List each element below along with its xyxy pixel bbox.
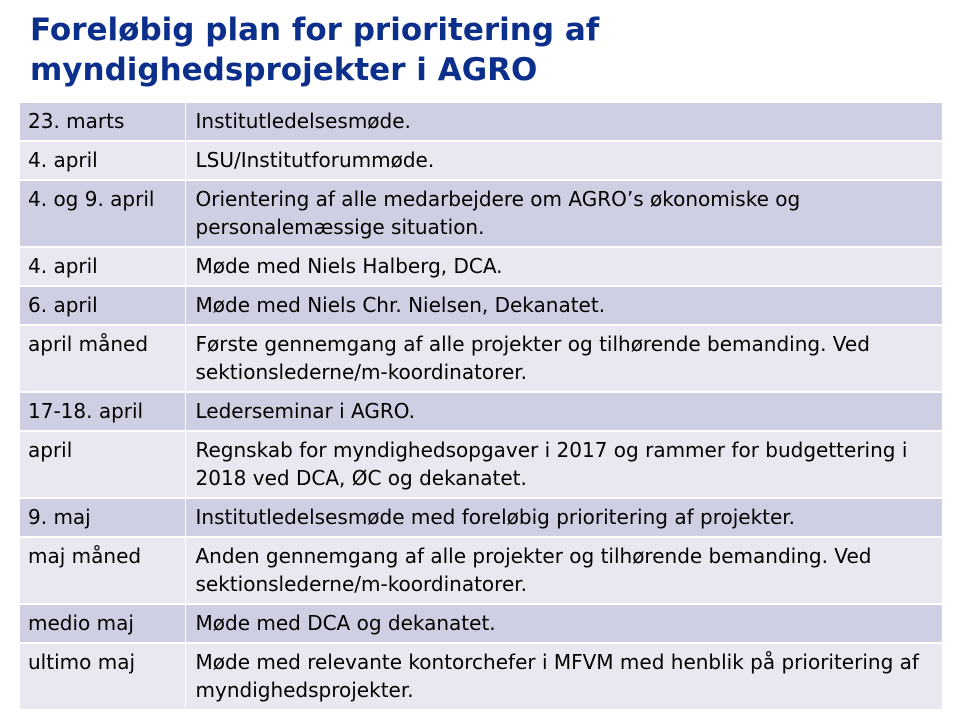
- event-cell: Første gennemgang af alle projekter og tilhørende bemanding. Ved sektionslederne/m-koordinatorer.: [185, 325, 942, 392]
- event-cell: Møde med relevante kontorchefer i MFVM med henblik på prioritering af myndighedsprojekter.: [185, 643, 942, 710]
- date-cell: 4. april: [20, 247, 185, 286]
- event-cell: Møde med Niels Halberg, DCA.: [185, 247, 942, 286]
- event-cell: Institutledelsesmøde med foreløbig prioritering af projekter.: [185, 498, 942, 537]
- event-cell: Møde med Niels Chr. Nielsen, Dekanatet.: [185, 286, 942, 325]
- event-cell: Institutledelsesmøde.: [185, 103, 942, 141]
- table-row: [20, 325, 942, 392]
- schedule-table: [20, 103, 942, 711]
- slide-title: [30, 10, 930, 90]
- table-row: [20, 286, 942, 325]
- event-cell: Anden gennemgang af alle projekter og tilhørende bemanding. Ved sektionslederne/m-koordinatorer.: [185, 537, 942, 604]
- date-cell: medio maj: [20, 604, 185, 643]
- slide-title-line-2: myndighedsprojekter i AGRO: [30, 52, 538, 88]
- date-cell: april: [20, 431, 185, 498]
- table-row: [20, 247, 942, 286]
- table-row: [20, 643, 942, 710]
- table-row: [20, 498, 942, 537]
- table-row: [20, 604, 942, 643]
- date-cell: ultimo maj: [20, 643, 185, 710]
- event-cell: LSU/Institutforummøde.: [185, 141, 942, 180]
- date-cell: 23. marts: [20, 103, 185, 141]
- date-cell: 9. maj: [20, 498, 185, 537]
- slide-title-line-1: Foreløbig plan for prioritering af: [30, 12, 600, 48]
- table-row: [20, 180, 942, 247]
- date-cell: april måned: [20, 325, 185, 392]
- table-row: [20, 103, 942, 141]
- event-cell: Regnskab for myndighedsopgaver i 2017 og rammer for budgettering i 2018 ved DCA, ØC og dekanatet.: [185, 431, 942, 498]
- date-cell: 17-18. april: [20, 392, 185, 431]
- table-row: [20, 141, 942, 180]
- date-cell: maj måned: [20, 537, 185, 604]
- date-cell: 4. og 9. april: [20, 180, 185, 247]
- event-cell: Møde med DCA og dekanatet.: [185, 604, 942, 643]
- date-cell: 6. april: [20, 286, 185, 325]
- event-cell: Lederseminar i AGRO.: [185, 392, 942, 431]
- table-row: [20, 392, 942, 431]
- event-cell: Orientering af alle medarbejdere om AGRO’s økonomiske og personalemæssige situation.: [185, 180, 942, 247]
- table-row: [20, 431, 942, 498]
- date-cell: 4. april: [20, 141, 185, 180]
- table-row: [20, 537, 942, 604]
